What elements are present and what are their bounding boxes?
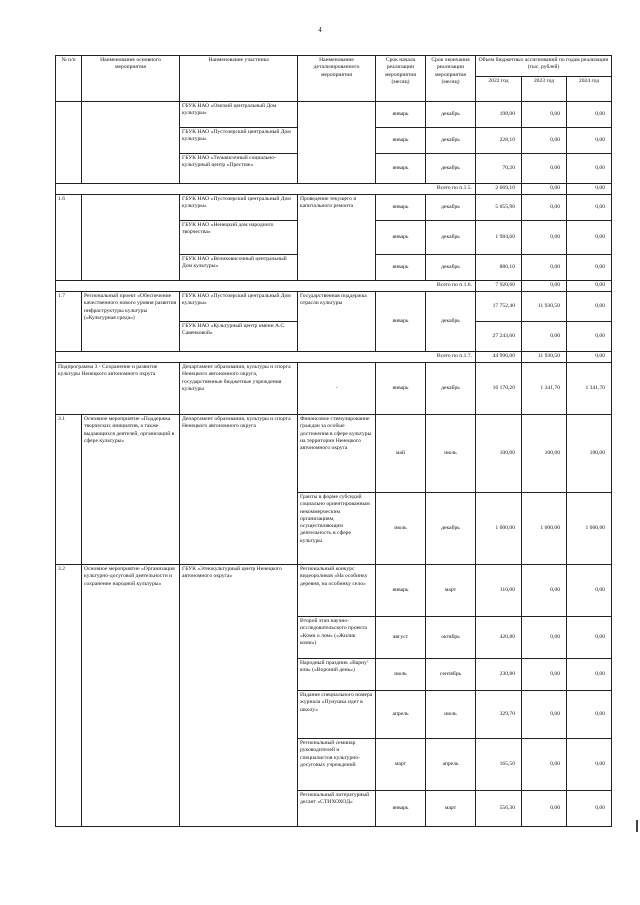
value-2023: 0,00 xyxy=(522,221,567,255)
end-cell: декабрь xyxy=(426,195,476,221)
start-cell: январь xyxy=(376,154,426,184)
subtotal-row xyxy=(56,184,612,195)
header-end: Срок окончания реализации мероприятия (месяц) xyxy=(426,56,476,102)
header-2022: 2022 год xyxy=(476,77,522,102)
participant-cell: Департамент образования, культуры и спорта Ненецкого автономного округа xyxy=(180,415,298,565)
subtotal-label: Всего по п.1.5. xyxy=(56,184,476,195)
subtotal-label: Всего по п.1.6. xyxy=(56,281,476,292)
detailed-cell: Гранты в форме субсидий социально ориентированным некоммерческим организациям, осуществляющим деятельность в сфере культуры xyxy=(298,493,376,565)
start-cell: январь xyxy=(376,128,426,154)
page-number: 4 xyxy=(318,26,322,34)
start-cell: январь xyxy=(376,221,426,255)
start-cell: март xyxy=(376,739,426,791)
value-2022: 556,30 xyxy=(476,791,522,827)
header-row xyxy=(56,56,612,77)
participant-cell: ГБУК НАО «Пустозерский центральный Дом культуры» xyxy=(180,292,298,322)
detailed-cell: Региональный литературный десант «СТИХОХОД» xyxy=(298,791,376,827)
header-detailed-event: Наименование детализированного мероприятия xyxy=(298,56,376,102)
value-2023: 0,00 xyxy=(522,565,567,617)
value-2022: 100,00 xyxy=(476,415,522,493)
value-2023: 0,00 xyxy=(522,154,567,184)
value-2024: 0,00 xyxy=(567,352,612,363)
end-cell: март xyxy=(426,565,476,617)
table-row xyxy=(56,102,612,128)
participant-cell: ГБУК НАО «Культурный центр имени А.С. Савенковой» xyxy=(180,322,298,352)
value-2023: 0,00 xyxy=(522,617,567,659)
value-2024: 1 000,00 xyxy=(567,493,612,565)
table-row xyxy=(56,565,612,617)
value-2023: 0,00 xyxy=(522,255,567,281)
value-2022: 198,00 xyxy=(476,102,522,128)
value-2023: 0,00 xyxy=(522,281,567,292)
value-2024: 0,00 xyxy=(567,102,612,128)
value-2022: 165,50 xyxy=(476,739,522,791)
value-2022: 1 984,60 xyxy=(476,221,522,255)
detailed-cell: Региональный конкурс видеороликов «На особинку деревня, на особинку село» xyxy=(298,565,376,617)
value-2023: 0,00 xyxy=(522,659,567,691)
num-cell: 3.2 xyxy=(56,565,82,827)
num-cell xyxy=(56,102,82,184)
value-2022: 5 055,90 xyxy=(476,195,522,221)
end-cell: декабрь xyxy=(426,102,476,128)
end-cell: декабрь xyxy=(426,221,476,255)
end-cell: декабрь xyxy=(426,255,476,281)
detailed-cell xyxy=(298,102,376,184)
detailed-cell: Региональный семинар руководителей и специалистов культурно-досуговых учреждений xyxy=(298,739,376,791)
subtotal-label: Всего по п.1.7. xyxy=(56,352,476,363)
end-cell: апрель xyxy=(426,739,476,791)
value-2023: 0,00 xyxy=(522,791,567,827)
end-cell: октябрь xyxy=(426,617,476,659)
value-2023: 100,00 xyxy=(522,415,567,493)
participant-cell: ГБУК «Этнокультурный центр Ненецкого автономного округа» xyxy=(180,565,298,827)
start-cell: июль xyxy=(376,659,426,691)
value-2023: 0,00 xyxy=(522,128,567,154)
scan-edge-mark xyxy=(636,820,638,832)
value-2024: 0,00 xyxy=(567,322,612,352)
value-2023: 0,00 xyxy=(522,691,567,739)
end-cell: июль xyxy=(426,415,476,493)
value-2022: 7 920,60 xyxy=(476,281,522,292)
value-2023: 11 930,50 xyxy=(522,352,567,363)
value-2024: 0,00 xyxy=(567,154,612,184)
start-cell: январь xyxy=(376,195,426,221)
value-2022: 2 669,10 xyxy=(476,184,522,195)
detailed-cell: Издание специального номера журнала «Пунушка идет в школу» xyxy=(298,691,376,739)
end-cell: декабрь xyxy=(426,493,476,565)
value-2024: 0,00 xyxy=(567,617,612,659)
value-2024: 0,00 xyxy=(567,128,612,154)
subprogram-row xyxy=(56,363,612,415)
header-num: № п/п xyxy=(56,56,82,102)
start-cell: январь xyxy=(376,102,426,128)
value-2022: 44 996,00 xyxy=(476,352,522,363)
value-2024: 0,00 xyxy=(567,659,612,691)
subtotal-row xyxy=(56,281,612,292)
num-cell: 3.1 xyxy=(56,415,82,565)
value-2023: 0,00 xyxy=(522,184,567,195)
main-cell: Региональный проект «Обеспечение качественного нового уровня развития инфраструктуры культуры («Культурная среда») xyxy=(82,292,180,352)
end-cell: декабрь xyxy=(426,363,476,415)
value-2022: 329,70 xyxy=(476,691,522,739)
value-2022: 16 170,20 xyxy=(476,363,522,415)
main-cell xyxy=(82,102,180,184)
end-cell: декабрь xyxy=(426,154,476,184)
header-budget: Объем бюджетных ассигнований по годам реализации (тыс. рублей) xyxy=(476,56,612,77)
value-2023: 0,00 xyxy=(522,102,567,128)
start-cell: май xyxy=(376,415,426,493)
value-2024: 0,00 xyxy=(567,221,612,255)
value-2022: 17 752,40 xyxy=(476,292,522,322)
value-2024: 0,00 xyxy=(567,184,612,195)
table-row xyxy=(56,292,612,322)
end-cell: декабрь xyxy=(426,128,476,154)
value-2024: 0,00 xyxy=(567,691,612,739)
detailed-cell: Проведение текущего и капитального ремонта xyxy=(298,195,376,281)
header-2024: 2024 год xyxy=(567,77,612,102)
start-cell: январь xyxy=(376,292,426,352)
participant-cell: ГБУК НАО «Тельвисочный социально-культурный центр «Престиж» xyxy=(180,154,298,184)
participant-cell: ГБУК НАО «Омский центральный Дом культуры» xyxy=(180,102,298,128)
header-main-event: Наименование основного мероприятия xyxy=(82,56,180,102)
start-cell: январь xyxy=(376,791,426,827)
value-2022: 228,10 xyxy=(476,128,522,154)
value-2023: 1 000,00 xyxy=(522,493,567,565)
end-cell: сентябрь xyxy=(426,659,476,691)
value-2024: 0,00 xyxy=(567,292,612,322)
value-2022: 110,00 xyxy=(476,565,522,617)
main-cell: Основное мероприятие «Поддержка творческих инициатив, а также выдающихся деятелей, организаций в сфере культуры» xyxy=(82,415,180,565)
value-2022: 420,80 xyxy=(476,617,522,659)
subtotal-row xyxy=(56,352,612,363)
value-2022: 27 243,60 xyxy=(476,322,522,352)
end-cell: март xyxy=(426,791,476,827)
header-2023: 2023 год xyxy=(522,77,567,102)
header-start: Срок начала реализации мероприятия (месяц) xyxy=(376,56,426,102)
participant-cell: ГБУК НАО «Великовисочный центральный Дом культуры» xyxy=(180,255,298,281)
value-2023: 0,00 xyxy=(522,195,567,221)
header-participant: Наименование участника xyxy=(180,56,298,102)
value-2024: 0,00 xyxy=(567,565,612,617)
value-2024: 0,00 xyxy=(567,791,612,827)
detailed-cell: Народный праздник «Варну' яля» («Вороний день») xyxy=(298,659,376,691)
detailed-cell: Финансовое стимулирование граждан за особые достижения в сфере культуры на территории Ненецкого автономного округа xyxy=(298,415,376,493)
value-2022: 1 000,00 xyxy=(476,493,522,565)
value-2023: 0,00 xyxy=(522,739,567,791)
start-cell: январь xyxy=(376,363,426,415)
detailed-cell: - xyxy=(298,363,376,415)
num-cell: 1.6 xyxy=(56,195,82,281)
start-cell: апрель xyxy=(376,691,426,739)
value-2024: 0,00 xyxy=(567,255,612,281)
value-2024: 0,00 xyxy=(567,739,612,791)
table-row xyxy=(56,195,612,221)
participant-cell: Департамент образования, культуры и спорта Ненецкого автономного округа, государственные бюджетные учреждения культуры xyxy=(180,363,298,415)
detailed-cell: Второй этап научно-исследовательского проекта «Коми о лом» («Жилик коми») xyxy=(298,617,376,659)
main-cell xyxy=(82,195,180,281)
start-cell: июль xyxy=(376,493,426,565)
value-2022: 230,80 xyxy=(476,659,522,691)
num-cell: 1.7 xyxy=(56,292,82,352)
budget-table xyxy=(55,55,612,827)
value-2022: 70,20 xyxy=(476,154,522,184)
end-cell: июль xyxy=(426,691,476,739)
start-cell: январь xyxy=(376,255,426,281)
value-2022: 880,10 xyxy=(476,255,522,281)
start-cell: январь xyxy=(376,565,426,617)
value-2024: 0,00 xyxy=(567,281,612,292)
participant-cell: ГБУК НАО «Пустозерский центральный Дом культуры» xyxy=(180,128,298,154)
start-cell: август xyxy=(376,617,426,659)
value-2024: 1 341,70 xyxy=(567,363,612,415)
value-2024: 0,00 xyxy=(567,195,612,221)
value-2023: 0,00 xyxy=(522,322,567,352)
table-row xyxy=(56,415,612,493)
value-2023: 11 930,50 xyxy=(522,292,567,322)
subprogram-title: Подпрограмма 3 - Сохранение и развитие культуры Ненецкого автономного округа xyxy=(56,363,180,415)
participant-cell: ГБУК НАО «Ненецкий дом народного творчества» xyxy=(180,221,298,255)
value-2024: 100,00 xyxy=(567,415,612,493)
participant-cell: ГБУК НАО «Пустозерский центральный Дом культуры» xyxy=(180,195,298,221)
value-2023: 1 341,70 xyxy=(522,363,567,415)
detailed-cell: Государственная поддержка отрасли культуры xyxy=(298,292,376,352)
end-cell: декабрь xyxy=(426,292,476,352)
main-cell: Основное мероприятие «Организация культурно-досуговой деятельности и сохранение народной культуры» xyxy=(82,565,180,827)
